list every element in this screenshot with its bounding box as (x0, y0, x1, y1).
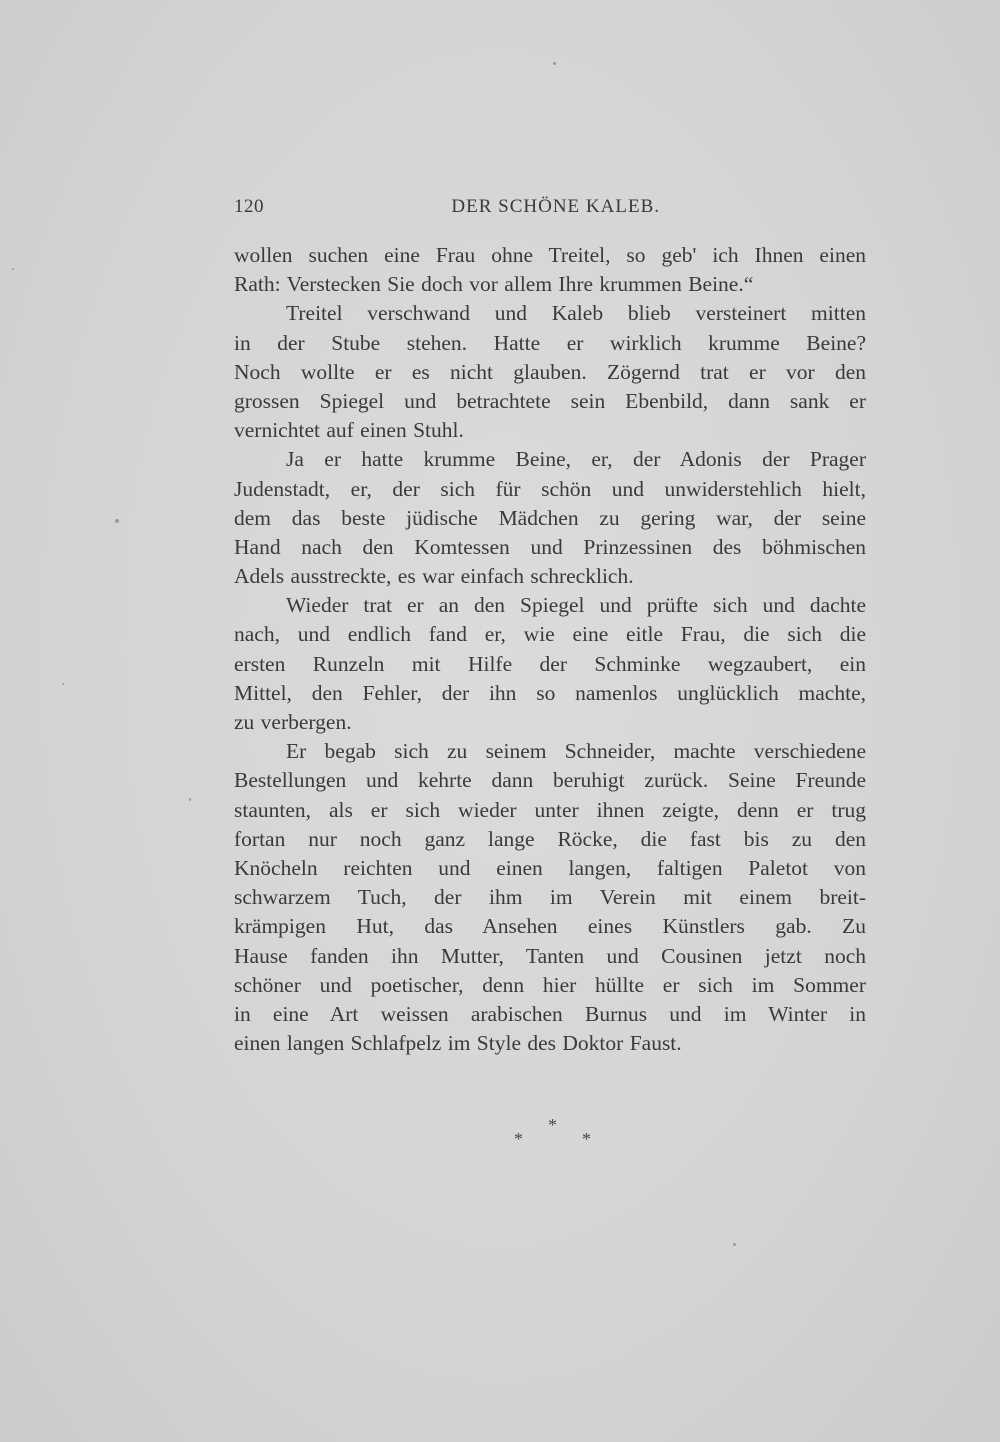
text-line: Adels ausstreckte, es war einfach schrecklich. (234, 564, 634, 589)
text-line: zu verbergen. (234, 710, 352, 734)
text-line: in eine Art weissen arabischen Burnus und im Winter in (234, 1001, 866, 1026)
page-header (234, 196, 660, 226)
asterism-star: * (514, 1129, 523, 1149)
text-line: fortan nur noch ganz lange Röcke, die fast bis zu den (234, 826, 866, 851)
paper-speck (115, 519, 119, 523)
paper-speck (733, 1243, 736, 1246)
text-line: Knöcheln reichten und einen langen, faltigen Paletot von (234, 855, 866, 880)
text-line: in der Stube stehen. Hatte er wirklich krumme Beine? (234, 330, 866, 355)
text-line: nach, und endlich fand er, wie eine eitle Frau, die sich die (234, 622, 866, 647)
text-line: krämpigen Hut, das Ansehen eines Künstlers gab. Zu (234, 914, 866, 939)
text-line: schwarzem Tuch, der ihm im Verein mit einem breit- (234, 885, 866, 910)
text-line: wollen suchen eine Frau ohne Treitel, so geb' ich Ihnen einen (234, 243, 866, 267)
section-break (500, 1115, 600, 1155)
text-line: Hand nach den Komtessen und Prinzessinen des böhmischen (234, 534, 866, 559)
text-line: Judenstadt, er, der sich für schön und unwiderstehlich hielt, (234, 476, 866, 501)
asterism-star: * (548, 1115, 557, 1135)
paper-speck (62, 683, 64, 685)
page-number: 120 (234, 196, 264, 217)
text-line: ersten Runzeln mit Hilfe der Schminke wegzaubert, ein (234, 651, 866, 676)
paper-speck (189, 798, 191, 801)
text-line: Rath: Verstecken Sie doch vor allem Ihre krummen Beine.“ (234, 272, 754, 297)
text-line: Bestellungen und kehrte dann beruhigt zurück. Seine Freunde (234, 768, 866, 793)
text-line: einen langen Schlafpelz im Style des Doktor Faust. (234, 1031, 682, 1056)
text-line: schöner und poetischer, denn hier hüllte er sich im Sommer (234, 972, 866, 997)
body-text (234, 241, 866, 1058)
text-line: Hause fanden ihn Mutter, Tanten und Cousinen jetzt noch (234, 943, 866, 968)
text-line: Ja er hatte krumme Beine, er, der Adonis der Prager (286, 447, 866, 472)
text-line: Wieder trat er an den Spiegel und prüfte sich und dachte (286, 593, 866, 618)
running-title: DER SCHÖNE KALEB. (451, 196, 660, 217)
text-line: Treitel verschwand und Kaleb blieb versteinert mitten (286, 301, 866, 326)
paper-speck (12, 268, 14, 270)
text-line: Mittel, den Fehler, der ihn so namenlos unglücklich machte, (234, 680, 866, 705)
text-line: dem das beste jüdische Mädchen zu gering war, der seine (234, 505, 866, 530)
text-line: staunten, als er sich wieder unter ihnen zeigte, denn er trug (234, 797, 866, 822)
paper-speck (553, 62, 556, 65)
text-line: Er begab sich zu seinem Schneider, machte verschiedene (286, 739, 866, 764)
text-line: Noch wollte er es nicht glauben. Zögernd trat er vor den (234, 359, 866, 384)
asterism-star: * (582, 1129, 591, 1149)
text-line: vernichtet auf einen Stuhl. (234, 418, 464, 443)
text-line: grossen Spiegel und betrachtete sein Ebenbild, dann sank er (234, 388, 866, 413)
